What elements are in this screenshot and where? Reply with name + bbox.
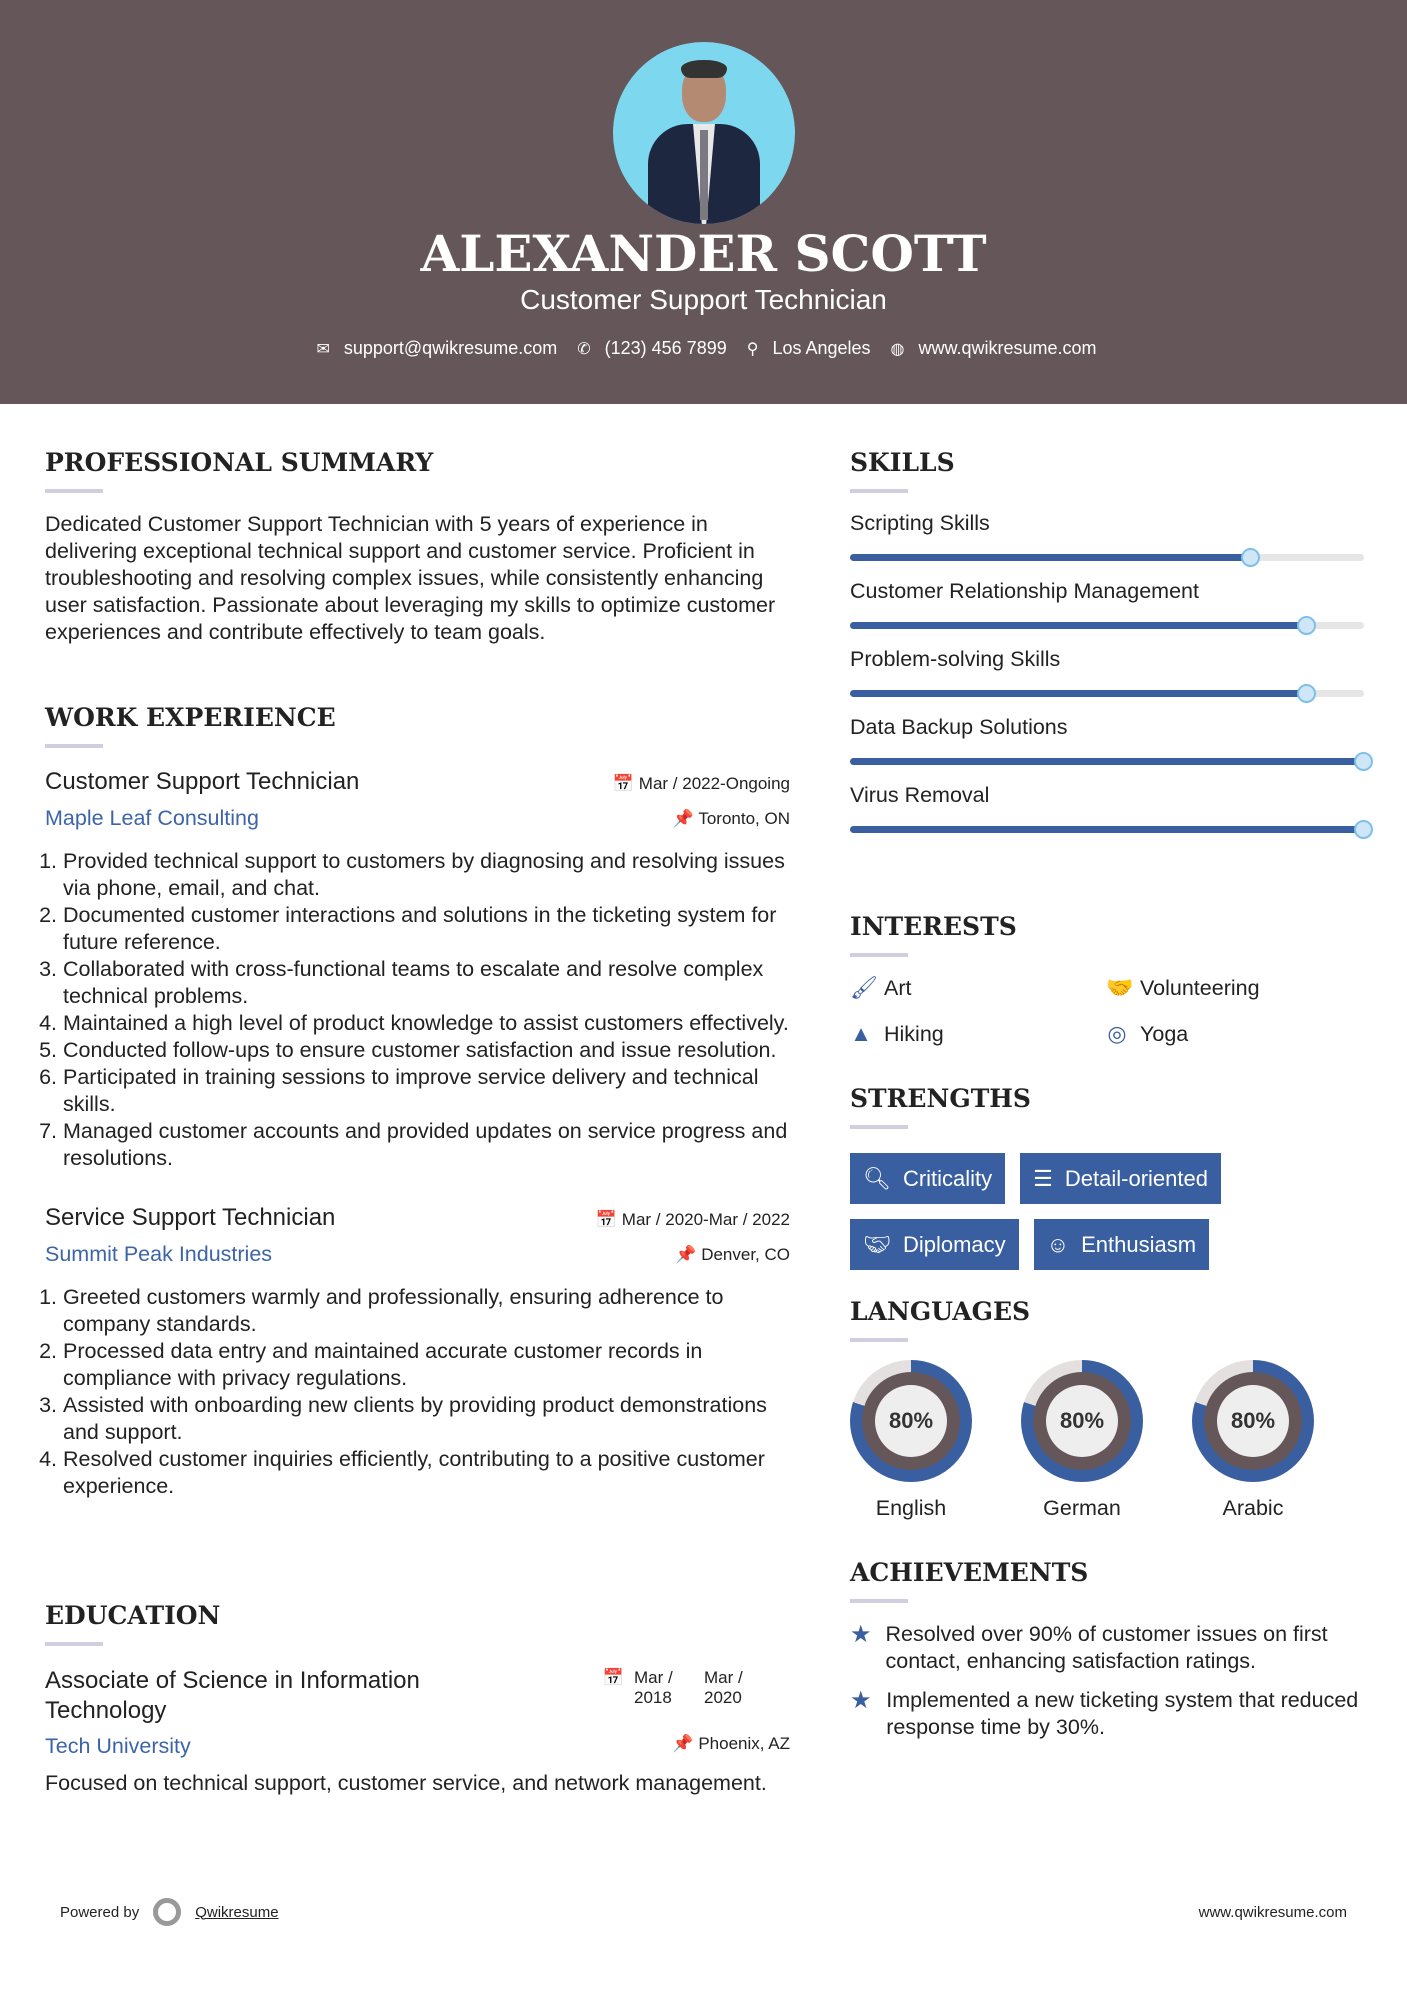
envelope-icon: ✉ — [316, 340, 330, 358]
lifering-icon: ◎ — [1107, 1021, 1127, 1046]
strength-label: Diplomacy — [902, 1231, 1006, 1257]
star-icon: ★ — [850, 1687, 872, 1714]
job-location — [673, 809, 790, 829]
candidate-title: Customer Support Technician — [520, 284, 887, 315]
skill-bar-knob — [1354, 820, 1373, 839]
phone-icon: ✆ — [577, 340, 591, 358]
skill-item — [850, 579, 1364, 629]
list-item: 5. Conducted follow-ups to ensure customer satisfaction and issue resolution. — [63, 1037, 790, 1064]
phone: (123) 456 7899 — [604, 338, 727, 358]
start-date: Mar / 2018 — [634, 1668, 673, 1707]
date-text: Mar / 2020-Mar / 2022 — [621, 1210, 790, 1229]
heading-underline — [850, 1338, 908, 1342]
list-item: 3. Collaborated with cross-functional teams to escalate and resolve complex technical problems. — [63, 956, 790, 1010]
heading-underline — [850, 1125, 908, 1129]
experience-section — [45, 703, 790, 1500]
education-section — [45, 1601, 790, 1797]
search-icon: 🔍︎ — [863, 1165, 891, 1191]
section-heading: EDUCATION — [45, 1601, 221, 1630]
achievement-item — [850, 1621, 1370, 1675]
interest-label: Art — [884, 975, 912, 1000]
skill-item — [850, 647, 1364, 697]
strength-tag — [850, 1219, 1019, 1270]
skill-item — [850, 715, 1364, 765]
end-date: Mar / 2020 — [704, 1668, 743, 1707]
pin-icon: 📌 — [672, 809, 694, 828]
location-text: Toronto, ON — [698, 809, 790, 828]
pin-icon: 📌 — [672, 1734, 694, 1753]
degree-title: Associate of Science in Information Technology — [45, 1667, 420, 1724]
job-bullets — [45, 1284, 790, 1500]
job-entry — [45, 768, 790, 1172]
skill-bar-knob — [1354, 752, 1373, 771]
skill-bar — [850, 622, 1364, 629]
strength-label: Detail-oriented — [1064, 1165, 1208, 1191]
powered-by-label: Powered by — [60, 1903, 140, 1921]
skill-name: Customer Relationship Management — [850, 579, 1199, 603]
language-percent: 80% — [875, 1385, 947, 1457]
skill-bar-fill — [850, 690, 1307, 697]
education-description: Focused on technical support, customer service, and network management. — [45, 1771, 767, 1795]
achievement-text: Resolved over 90% of customer issues on first contact, enhancing satisfaction ratings. — [885, 1622, 1328, 1673]
heading-underline — [45, 489, 103, 493]
language-item — [1192, 1360, 1314, 1521]
summary-section — [45, 448, 795, 646]
company-name: Maple Leaf Consulting — [45, 806, 259, 830]
skills-section — [850, 448, 1364, 833]
skill-name: Problem-solving Skills — [850, 647, 1061, 671]
website[interactable]: www.qwikresume.com — [918, 338, 1097, 358]
achievements-section — [850, 1558, 1370, 1741]
heading-underline — [45, 744, 103, 748]
language-donut — [1021, 1360, 1143, 1482]
section-heading: PROFESSIONAL SUMMARY — [45, 448, 434, 477]
job-bullets — [45, 848, 790, 1172]
language-name: English — [875, 1496, 947, 1520]
skill-bar-knob — [1297, 684, 1316, 703]
interest-label: Yoga — [1140, 1021, 1189, 1046]
skill-bar-knob — [1241, 548, 1260, 567]
achievement-item — [850, 1687, 1370, 1741]
strength-tag — [1020, 1153, 1221, 1204]
candidate-name: ALEXANDER SCOTT — [420, 224, 987, 283]
globe-icon: ◍ — [890, 340, 905, 358]
list-item: 3. Assisted with onboarding new clients by providing product demonstrations and support. — [63, 1392, 790, 1446]
strength-label: Criticality — [902, 1165, 993, 1191]
language-donut — [850, 1360, 972, 1482]
skill-item — [850, 783, 1364, 833]
section-heading: STRENGTHS — [850, 1084, 1031, 1113]
section-heading: WORK EXPERIENCE — [45, 703, 336, 732]
list-item: 4. Resolved customer inquiries efficiently, contributing to a positive customer experience. — [63, 1446, 790, 1500]
skill-bar — [850, 690, 1364, 697]
list-item: 2. Processed data entry and maintained accurate customer records in compliance with privacy regulations. — [63, 1338, 790, 1392]
heading-underline — [850, 953, 908, 957]
job-entry — [45, 1204, 790, 1500]
heading-underline — [850, 489, 908, 493]
skill-bar-fill — [850, 758, 1364, 765]
section-heading: INTERESTS — [850, 912, 1017, 941]
interest-label: Volunteering — [1140, 975, 1260, 1000]
job-date: 📅 Mar / 2020-Mar / 2022 — [595, 1210, 790, 1229]
skill-name: Data Backup Solutions — [850, 715, 1068, 739]
list-item: 2. Documented customer interactions and solutions in the ticketing system for future reference. — [63, 902, 790, 956]
map-pin-icon: ⚲ — [746, 340, 759, 358]
heading-underline — [850, 1599, 908, 1603]
handshake-icon: 🤝 — [1106, 975, 1134, 1000]
skill-bar — [850, 826, 1364, 833]
job-location — [675, 1245, 790, 1265]
resume-header — [0, 0, 1407, 404]
skill-bar-fill — [850, 554, 1251, 561]
qwikresume-link[interactable]: Qwikresume — [195, 1903, 279, 1921]
interest-item — [850, 1021, 1106, 1047]
interest-item — [1106, 1021, 1362, 1047]
contact-bar — [0, 338, 1407, 359]
skill-item — [850, 511, 1364, 561]
strength-tag — [1034, 1219, 1209, 1270]
strengths-section — [850, 1084, 1370, 1270]
date-text: Mar / 2022-Ongoing — [638, 774, 790, 793]
footer-website[interactable]: www.qwikresume.com — [1198, 1904, 1347, 1921]
interests-section — [850, 912, 1370, 1047]
language-donut — [1192, 1360, 1314, 1482]
list-item: 1. Provided technical support to customers by diagnosing and resolving issues via phone, email, and chat. — [63, 848, 790, 902]
language-item — [1021, 1360, 1143, 1521]
skill-bar-fill — [850, 826, 1364, 833]
location-text: Denver, CO — [701, 1245, 790, 1264]
skill-bar — [850, 554, 1364, 561]
calendar-icon: 📅 — [602, 1668, 624, 1687]
skill-name: Virus Removal — [850, 783, 990, 807]
interest-item — [850, 975, 1106, 1001]
email[interactable]: support@qwikresume.com — [343, 338, 558, 358]
list-icon: ☰ — [1033, 1165, 1053, 1191]
star-icon: ★ — [850, 1621, 872, 1648]
achievement-text: Implemented a new ticketing system that reduced response time by 30%. — [886, 1688, 1359, 1739]
skill-bar — [850, 758, 1364, 765]
smile-icon: ☺ — [1046, 1231, 1070, 1257]
language-item — [850, 1360, 972, 1521]
footer — [60, 1898, 279, 1926]
strength-tag — [850, 1153, 1005, 1204]
pin-icon: 📌 — [675, 1245, 697, 1264]
skill-name: Scripting Skills — [850, 511, 990, 535]
list-item: 6. Participated in training sessions to improve service delivery and technical skills. — [63, 1064, 790, 1118]
section-heading: ACHIEVEMENTS — [850, 1558, 1089, 1587]
section-heading: SKILLS — [850, 448, 955, 477]
list-item: 4. Maintained a high level of product knowledge to assist customers effectively. — [63, 1010, 790, 1037]
profile-photo — [613, 42, 795, 224]
company-name: Summit Peak Industries — [45, 1242, 273, 1266]
location: Los Angeles — [772, 338, 871, 358]
job-title: Customer Support Technician — [45, 768, 360, 795]
job-title: Service Support Technician — [45, 1204, 336, 1231]
languages-section — [850, 1297, 1370, 1521]
location-text: Phoenix, AZ — [698, 1734, 790, 1753]
interest-label: Hiking — [884, 1021, 944, 1046]
heading-underline — [45, 1642, 103, 1646]
school-location — [672, 1734, 790, 1754]
language-percent: 80% — [1046, 1385, 1118, 1457]
tree-icon: ▲ — [850, 1021, 872, 1046]
list-item: 7. Managed customer accounts and provided updates on service progress and resolutions. — [63, 1118, 790, 1172]
language-name: Arabic — [1222, 1496, 1284, 1520]
summary-text: Dedicated Customer Support Technician with 5 years of experience in delivering exceptional technical support and customer service. Proficient in troubleshooting and resolving complex issues, while consistently enhancing user satisfaction. Passionate about leveraging my skills to optimize customer experiences and contribute effectively to team goals. — [45, 512, 776, 644]
language-name: German — [1043, 1496, 1121, 1520]
interest-item — [1106, 975, 1362, 1001]
handshake-icon: 🤝︎ — [863, 1231, 891, 1257]
strength-label: Enthusiasm — [1081, 1231, 1197, 1257]
list-item: 1. Greeted customers warmly and professionally, ensuring adherence to company standards. — [63, 1284, 790, 1338]
education-dates — [603, 1668, 754, 1708]
school-name: Tech University — [45, 1734, 191, 1758]
qwikresume-logo-icon — [153, 1898, 181, 1926]
section-heading: LANGUAGES — [850, 1297, 1031, 1326]
paintbrush-icon: 🖌 — [850, 975, 878, 1000]
skill-bar-fill — [850, 622, 1307, 629]
skill-bar-knob — [1297, 616, 1316, 635]
language-percent: 80% — [1217, 1385, 1289, 1457]
job-date: 📅 Mar / 2022-Ongoing — [612, 774, 790, 793]
